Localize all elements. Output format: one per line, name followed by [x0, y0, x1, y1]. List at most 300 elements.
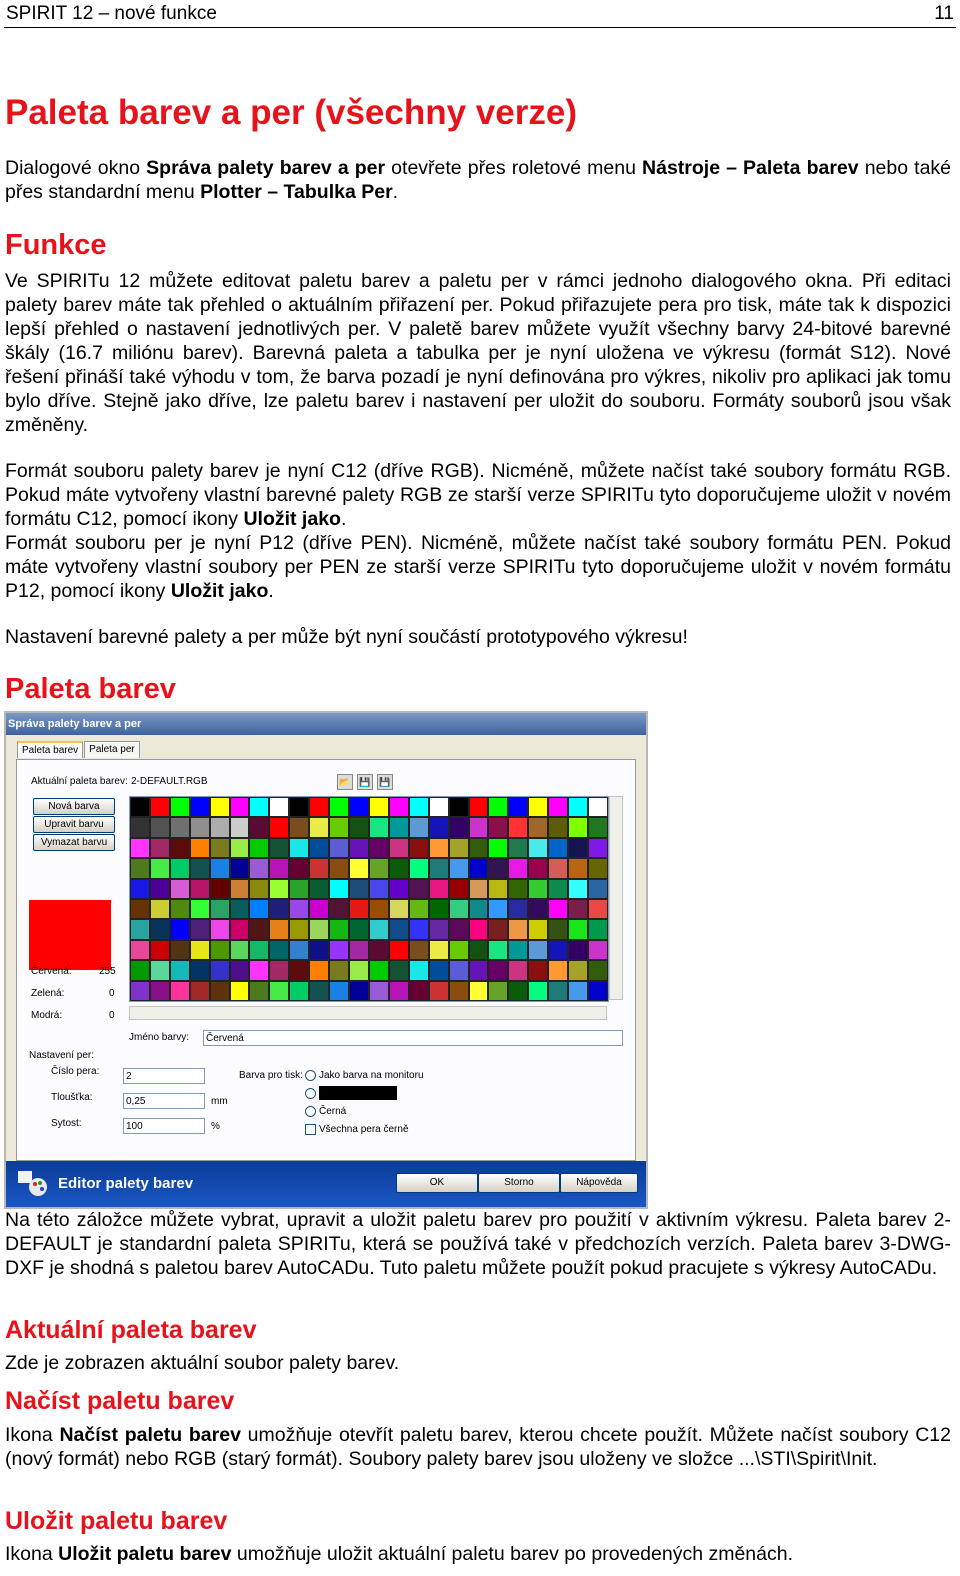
palette-cell[interactable]	[329, 858, 349, 878]
main-heading: Paleta barev a per (všechny verze)	[5, 93, 577, 132]
palette-cell[interactable]	[389, 879, 409, 899]
palette-cell[interactable]	[449, 858, 469, 878]
palette-cell[interactable]	[349, 797, 369, 817]
footer-title: Editor palety barev	[58, 1175, 194, 1192]
palette-cell[interactable]	[409, 858, 429, 878]
aktualni-text: Zde je zobrazen aktuální soubor palety barev.	[5, 1352, 400, 1374]
palette-cell[interactable]	[588, 960, 608, 980]
palette-cell[interactable]	[289, 960, 309, 980]
current-palette-value: 2-DEFAULT.RGB	[131, 776, 208, 787]
palette-cell[interactable]	[329, 981, 349, 1001]
palette-cell[interactable]	[249, 838, 269, 858]
palette-cell[interactable]	[588, 879, 608, 899]
palette-cell[interactable]	[389, 960, 409, 980]
palette-cell[interactable]	[210, 960, 230, 980]
palette-cell[interactable]	[508, 797, 528, 817]
palette-cell[interactable]	[170, 981, 190, 1001]
print-color-swatch[interactable]	[319, 1086, 397, 1100]
funkce-paragraph-2: Formát souboru palety barev je nyní C12 (dříve RGB). Nicméně, můžete načíst také soubory formátu RGB. Pokud máte vytvořeny vlastní barevné palety RGB ze starší verze SPIRITu tyto doporučujeme uložit v novém formátu C12, pomocí ikony Uložit jako.	[5, 460, 951, 530]
palette-cell[interactable]	[488, 879, 508, 899]
palette-cell[interactable]	[449, 817, 469, 837]
palette-cell[interactable]	[289, 817, 309, 837]
palette-cell[interactable]	[309, 940, 329, 960]
palette-cell[interactable]	[269, 858, 289, 878]
palette-cell[interactable]	[190, 879, 210, 899]
palette-cell[interactable]	[309, 960, 329, 980]
saturation-field[interactable]: 100	[123, 1118, 205, 1134]
pen-number-label: Číslo pera:	[51, 1066, 100, 1077]
palette-cell[interactable]	[230, 879, 250, 899]
funkce-paragraph-3: Formát souboru per je nyní P12 (dříve PEN). Nicméně, můžete načíst také soubory formátu PEN. Pokud máte vytvořeny vlastní soubory per PEN ze starší verze SPIRITu tyto doporučujeme uložit v novém formátu P12, pomocí ikony Uložit jako.	[5, 532, 951, 602]
palette-cell[interactable]	[170, 899, 190, 919]
palette-cell[interactable]	[150, 817, 170, 837]
palette-cell[interactable]	[568, 879, 588, 899]
palette-cell[interactable]	[469, 797, 489, 817]
palette-cell[interactable]	[588, 797, 608, 817]
save-as-palette-icon[interactable]: 💾	[377, 774, 393, 790]
palette-cell[interactable]	[508, 960, 528, 980]
palette-cell[interactable]	[369, 858, 389, 878]
palette-cell[interactable]	[230, 919, 250, 939]
palette-cell[interactable]	[190, 858, 210, 878]
palette-cell[interactable]	[230, 858, 250, 878]
palette-cell[interactable]	[409, 981, 429, 1001]
palette-cell[interactable]	[170, 879, 190, 899]
palette-cell[interactable]	[469, 960, 489, 980]
palette-cell[interactable]	[170, 960, 190, 980]
palette-cell[interactable]	[230, 960, 250, 980]
palette-cell[interactable]	[449, 899, 469, 919]
palette-cell[interactable]	[170, 838, 190, 858]
selected-color-swatch	[29, 900, 111, 970]
dialog-title: Správa palety barev a per	[6, 713, 648, 735]
help-button[interactable]: Nápověda	[560, 1173, 638, 1193]
palette-cell[interactable]	[429, 899, 449, 919]
palette-cell[interactable]	[389, 838, 409, 858]
palette-cell[interactable]	[548, 838, 568, 858]
opt-black-label: Černá	[319, 1106, 347, 1117]
palette-cell[interactable]	[150, 838, 170, 858]
palette-cell[interactable]	[190, 797, 210, 817]
palette-cell[interactable]	[369, 940, 389, 960]
palette-cell[interactable]	[429, 858, 449, 878]
palette-cell[interactable]	[170, 817, 190, 837]
palette-cell[interactable]	[349, 919, 369, 939]
palette-cell[interactable]	[469, 940, 489, 960]
palette-cell[interactable]	[210, 981, 230, 1001]
palette-cell[interactable]	[130, 940, 150, 960]
palette-cell[interactable]	[289, 919, 309, 939]
palette-cell[interactable]	[269, 817, 289, 837]
palette-cell[interactable]	[588, 858, 608, 878]
palette-cell[interactable]	[349, 960, 369, 980]
palette-cell[interactable]	[449, 838, 469, 858]
palette-cell[interactable]	[469, 817, 489, 837]
palette-cell[interactable]	[508, 879, 528, 899]
palette-cell[interactable]	[548, 919, 568, 939]
palette-cell[interactable]	[329, 919, 349, 939]
palette-cell[interactable]	[249, 858, 269, 878]
palette-cell[interactable]	[289, 940, 309, 960]
palette-cell[interactable]	[409, 817, 429, 837]
palette-cell[interactable]	[508, 838, 528, 858]
palette-cell[interactable]	[449, 879, 469, 899]
palette-cell[interactable]	[269, 940, 289, 960]
palette-cell[interactable]	[548, 960, 568, 980]
palette-cell[interactable]	[369, 817, 389, 837]
print-color-label: Barva pro tisk:	[239, 1070, 303, 1081]
thickness-field[interactable]: 0,25	[123, 1093, 205, 1109]
palette-cell[interactable]	[488, 817, 508, 837]
paleta-caption: Na této záložce můžete vybrat, upravit a uložit paletu barev pro použití v aktivním výkresu. Paleta barev 2-DEFAULT je standardní paleta SPIRITu, která se používá také v předchozích verzích. Paleta barev 3-DWG-DXF je shodná s paletou barev AutoCADu. Tuto paletu můžete použít pokud pracujete s výkresy AutoCADu.	[5, 1209, 951, 1279]
palette-cell[interactable]	[230, 838, 250, 858]
palette-cell[interactable]	[230, 797, 250, 817]
grid-horizontal-scrollbar[interactable]	[129, 1006, 607, 1020]
palette-cell[interactable]	[528, 858, 548, 878]
palette-cell[interactable]	[409, 940, 429, 960]
palette-cell[interactable]	[289, 838, 309, 858]
palette-cell[interactable]	[210, 858, 230, 878]
palette-cell[interactable]	[249, 879, 269, 899]
palette-cell[interactable]	[210, 899, 230, 919]
palette-cell[interactable]	[309, 817, 329, 837]
palette-cell[interactable]	[329, 797, 349, 817]
palette-cell[interactable]	[170, 858, 190, 878]
palette-cell[interactable]	[409, 899, 429, 919]
palette-cell[interactable]	[568, 981, 588, 1001]
palette-cell[interactable]	[329, 899, 349, 919]
palette-cell[interactable]	[289, 899, 309, 919]
palette-cell[interactable]	[488, 797, 508, 817]
palette-cell[interactable]	[449, 797, 469, 817]
palette-cell[interactable]	[329, 817, 349, 837]
palette-cell[interactable]	[130, 797, 150, 817]
tab-paleta-per[interactable]: Paleta per	[84, 741, 140, 758]
palette-cell[interactable]	[130, 879, 150, 899]
palette-cell[interactable]	[249, 981, 269, 1001]
palette-cell[interactable]	[588, 940, 608, 960]
palette-cell[interactable]	[349, 858, 369, 878]
palette-cell[interactable]	[130, 899, 150, 919]
palette-cell[interactable]	[568, 817, 588, 837]
palette-cell[interactable]	[568, 899, 588, 919]
palette-cell[interactable]	[190, 940, 210, 960]
palette-cell[interactable]	[568, 940, 588, 960]
palette-cell[interactable]	[349, 940, 369, 960]
palette-cell[interactable]	[409, 919, 429, 939]
opt-monitor-label: Jako barva na monitoru	[319, 1070, 424, 1081]
palette-cell[interactable]	[528, 797, 548, 817]
palette-cell[interactable]	[449, 940, 469, 960]
palette-cell[interactable]	[588, 981, 608, 1001]
ulozit-text: Ikona Uložit paletu barev umožňuje uložit aktuální paletu barev po provedených změnách.	[5, 1543, 794, 1565]
palette-cell[interactable]	[230, 899, 250, 919]
palette-cell[interactable]	[548, 981, 568, 1001]
palette-cell[interactable]	[289, 858, 309, 878]
radio-black[interactable]	[305, 1106, 316, 1117]
palette-cell[interactable]	[508, 940, 528, 960]
palette-cell[interactable]	[389, 919, 409, 939]
palette-cell[interactable]	[269, 960, 289, 980]
palette-cell[interactable]	[568, 960, 588, 980]
palette-cell[interactable]	[309, 899, 329, 919]
palette-cell[interactable]	[429, 838, 449, 858]
paleta-barev-heading: Paleta barev	[5, 673, 176, 705]
palette-cell[interactable]	[289, 797, 309, 817]
palette-cell[interactable]	[150, 899, 170, 919]
palette-cell[interactable]	[389, 940, 409, 960]
palette-cell[interactable]	[329, 960, 349, 980]
palette-cell[interactable]	[269, 879, 289, 899]
palette-cell[interactable]	[190, 817, 210, 837]
tab-paleta-barev[interactable]: Paleta barev	[17, 741, 83, 758]
palette-cell[interactable]	[429, 940, 449, 960]
palette-cell[interactable]	[429, 879, 449, 899]
palette-cell[interactable]	[150, 940, 170, 960]
palette-cell[interactable]	[230, 940, 250, 960]
palette-cell[interactable]	[548, 817, 568, 837]
palette-cell[interactable]	[528, 960, 548, 980]
palette-cell[interactable]	[528, 940, 548, 960]
dialog-panel	[16, 759, 636, 1161]
palette-cell[interactable]	[170, 940, 190, 960]
palette-cell[interactable]	[488, 940, 508, 960]
palette-cell[interactable]	[210, 879, 230, 899]
palette-cell[interactable]	[389, 797, 409, 817]
palette-cell[interactable]	[369, 981, 389, 1001]
palette-cell[interactable]	[528, 899, 548, 919]
palette-cell[interactable]	[429, 960, 449, 980]
palette-cell[interactable]	[528, 981, 548, 1001]
palette-cell[interactable]	[329, 838, 349, 858]
palette-cell[interactable]	[389, 899, 409, 919]
palette-cell[interactable]	[389, 817, 409, 837]
grid-vertical-scrollbar[interactable]	[609, 796, 623, 1000]
ulozit-heading: Uložit paletu barev	[5, 1507, 228, 1535]
palette-cell[interactable]	[508, 981, 528, 1001]
palette-cell[interactable]	[548, 858, 568, 878]
palette-cell[interactable]	[588, 899, 608, 919]
palette-cell[interactable]	[190, 981, 210, 1001]
palette-cell[interactable]	[130, 817, 150, 837]
palette-cell[interactable]	[369, 899, 389, 919]
palette-cell[interactable]	[210, 940, 230, 960]
save-palette-icon[interactable]: 💾	[357, 774, 373, 790]
palette-cell[interactable]	[349, 879, 369, 899]
palette-cell[interactable]	[150, 879, 170, 899]
palette-cell[interactable]	[568, 797, 588, 817]
palette-cell[interactable]	[528, 879, 548, 899]
palette-cell[interactable]	[568, 919, 588, 939]
palette-cell[interactable]	[289, 879, 309, 899]
palette-cell[interactable]	[369, 960, 389, 980]
palette-cell[interactable]	[309, 858, 329, 878]
palette-cell[interactable]	[210, 838, 230, 858]
new-color-button[interactable]: Nová barva	[33, 798, 115, 815]
thickness-label: Tloušťka:	[51, 1092, 93, 1103]
palette-cell[interactable]	[528, 838, 548, 858]
blue-value: 0	[109, 1010, 115, 1021]
palette-cell[interactable]	[508, 817, 528, 837]
palette-cell[interactable]	[349, 899, 369, 919]
palette-cell[interactable]	[429, 797, 449, 817]
color-grid[interactable]	[129, 796, 609, 1002]
palette-cell[interactable]	[488, 960, 508, 980]
red-label: Červená:	[31, 966, 72, 977]
palette-cell[interactable]	[309, 879, 329, 899]
palette-cell[interactable]	[269, 981, 289, 1001]
palette-cell[interactable]	[429, 981, 449, 1001]
palette-cell[interactable]	[449, 981, 469, 1001]
palette-cell[interactable]	[269, 797, 289, 817]
palette-cell[interactable]	[469, 919, 489, 939]
palette-cell[interactable]	[369, 838, 389, 858]
palette-cell[interactable]	[230, 981, 250, 1001]
palette-cell[interactable]	[449, 919, 469, 939]
palette-cell[interactable]	[210, 817, 230, 837]
palette-cell[interactable]	[190, 899, 210, 919]
palette-cell[interactable]	[309, 981, 329, 1001]
palette-cell[interactable]	[249, 817, 269, 837]
palette-cell[interactable]	[488, 838, 508, 858]
palette-cell[interactable]	[528, 919, 548, 939]
palette-cell[interactable]	[329, 940, 349, 960]
palette-cell[interactable]	[349, 838, 369, 858]
color-name-field[interactable]: Červená	[203, 1030, 623, 1046]
palette-cell[interactable]	[130, 858, 150, 878]
palette-cell[interactable]	[409, 960, 429, 980]
palette-cell[interactable]	[568, 838, 588, 858]
palette-cell[interactable]	[369, 797, 389, 817]
palette-cell[interactable]	[190, 919, 210, 939]
opt-all-black-label: Všechna pera černě	[319, 1124, 409, 1135]
palette-cell[interactable]	[429, 817, 449, 837]
palette-cell[interactable]	[469, 981, 489, 1001]
open-palette-icon[interactable]: 📂	[337, 774, 353, 790]
palette-cell[interactable]	[488, 919, 508, 939]
funkce-paragraph-4: Nastavení barevné palety a per může být nyní součástí prototypového výkresu!	[5, 626, 688, 648]
palette-cell[interactable]	[349, 981, 369, 1001]
blue-label: Modrá:	[31, 1010, 63, 1021]
palette-cell[interactable]	[469, 899, 489, 919]
palette-cell[interactable]	[469, 879, 489, 899]
palette-cell[interactable]	[389, 858, 409, 878]
header-title: SPIRIT 12 – nové funkce	[6, 2, 217, 24]
palette-cell[interactable]	[130, 838, 150, 858]
palette-cell[interactable]	[269, 838, 289, 858]
palette-cell[interactable]	[249, 940, 269, 960]
palette-cell[interactable]	[409, 797, 429, 817]
radio-monitor-color[interactable]	[305, 1070, 316, 1081]
edit-color-button[interactable]: Upravit barvu	[33, 816, 115, 833]
delete-color-button[interactable]: Vymazat barvu	[33, 834, 115, 851]
palette-cell[interactable]	[150, 858, 170, 878]
palette-cell[interactable]	[389, 981, 409, 1001]
palette-cell[interactable]	[150, 919, 170, 939]
palette-cell[interactable]	[568, 858, 588, 878]
palette-cell[interactable]	[508, 899, 528, 919]
palette-cell[interactable]	[170, 797, 190, 817]
green-label: Zelená:	[31, 988, 65, 999]
palette-cell[interactable]	[130, 919, 150, 939]
palette-cell[interactable]	[469, 858, 489, 878]
palette-cell[interactable]	[249, 919, 269, 939]
color-name-label: Jméno barvy:	[129, 1032, 190, 1043]
palette-cell[interactable]	[249, 797, 269, 817]
cancel-button[interactable]: Storno	[478, 1173, 560, 1193]
palette-cell[interactable]	[508, 858, 528, 878]
palette-cell[interactable]	[548, 899, 568, 919]
palette-cell[interactable]	[130, 960, 150, 980]
pen-number-field[interactable]: 2	[123, 1068, 205, 1084]
ok-button[interactable]: OK	[396, 1173, 478, 1193]
palette-cell[interactable]	[548, 879, 568, 899]
intro-paragraph: Dialogové okno Správa palety barev a per otevřete přes roletové menu Nástroje – Paleta barev nebo také přes standardní menu Plotter – Tabulka Per.	[5, 157, 952, 203]
radio-custom-color[interactable]	[305, 1088, 316, 1099]
palette-cell[interactable]	[170, 919, 190, 939]
page-header	[4, 0, 956, 28]
palette-cell[interactable]	[469, 838, 489, 858]
palette-cell[interactable]	[309, 797, 329, 817]
palette-cell[interactable]	[309, 838, 329, 858]
palette-cell[interactable]	[508, 919, 528, 939]
green-value: 0	[109, 988, 115, 999]
palette-cell[interactable]	[488, 899, 508, 919]
palette-cell[interactable]	[190, 960, 210, 980]
palette-cell[interactable]	[409, 879, 429, 899]
funkce-paragraph-1: Ve SPIRITu 12 můžete editovat paletu barev a paletu per v rámci jednoho dialogového okna. Při editaci palety barev máte tak přehled o aktuálním přiřazení per. Pokud přiřazujete pera pro tisk, máte tak k dispozici lepší přehled o nastavení jednotlivých per. V paletě barev můžete využít všechny barvy 24-bitové barevné škály (16.7 miliónu barev). Barevná paleta a tabulka per je nyní uložena ve výkresu (formát S12). Nové řešení přináší také výhodu v tom, že barva pozadí je nyní definována pro výkres, nikoliv pro aplikaci jak tomu bylo dříve. Stejně jako dříve, lze paletu barev i nastavení per uložit do souboru. Formáty souborů jsou však změněny.	[5, 270, 951, 436]
palette-cell[interactable]	[548, 940, 568, 960]
palette-cell[interactable]	[269, 919, 289, 939]
palette-cell[interactable]	[488, 858, 508, 878]
palette-cell[interactable]	[369, 919, 389, 939]
palette-cell[interactable]	[369, 879, 389, 899]
palette-cell[interactable]	[349, 817, 369, 837]
page-number: 11	[934, 2, 954, 24]
palette-cell[interactable]	[269, 899, 289, 919]
current-palette-label: Aktuální paleta barev:	[31, 776, 128, 787]
palette-cell[interactable]	[588, 817, 608, 837]
palette-cell[interactable]	[449, 960, 469, 980]
palette-cell[interactable]	[528, 817, 548, 837]
palette-cell[interactable]	[588, 838, 608, 858]
palette-cell[interactable]	[150, 960, 170, 980]
all-pens-black-checkbox[interactable]	[305, 1124, 316, 1135]
palette-cell[interactable]	[329, 879, 349, 899]
palette-cell[interactable]	[210, 797, 230, 817]
palette-cell[interactable]	[249, 899, 269, 919]
palette-cell[interactable]	[210, 919, 230, 939]
nacist-heading: Načíst paletu barev	[5, 1387, 235, 1415]
palette-cell[interactable]	[409, 838, 429, 858]
palette-cell[interactable]	[289, 981, 309, 1001]
palette-cell[interactable]	[429, 919, 449, 939]
palette-cell[interactable]	[190, 838, 210, 858]
palette-cell[interactable]	[230, 817, 250, 837]
saturation-unit: %	[211, 1121, 220, 1132]
saturation-label: Sytost:	[51, 1118, 82, 1129]
palette-cell[interactable]	[548, 797, 568, 817]
palette-cell[interactable]	[249, 960, 269, 980]
palette-cell[interactable]	[150, 981, 170, 1001]
palette-cell[interactable]	[309, 919, 329, 939]
palette-cell[interactable]	[150, 797, 170, 817]
palette-cell[interactable]	[588, 919, 608, 939]
dialog-tabs	[17, 741, 141, 758]
palette-cell[interactable]	[130, 981, 150, 1001]
palette-cell[interactable]	[488, 981, 508, 1001]
nacist-text: Ikona Načíst paletu barev umožňuje otevřít paletu barev, kterou chcete použít. Můžete načíst soubory C12 (nový formát) nebo RGB (starý formát). Soubory palety barev jsou uloženy ve složce ...\STI\Spirit\Init.	[5, 1424, 951, 1470]
